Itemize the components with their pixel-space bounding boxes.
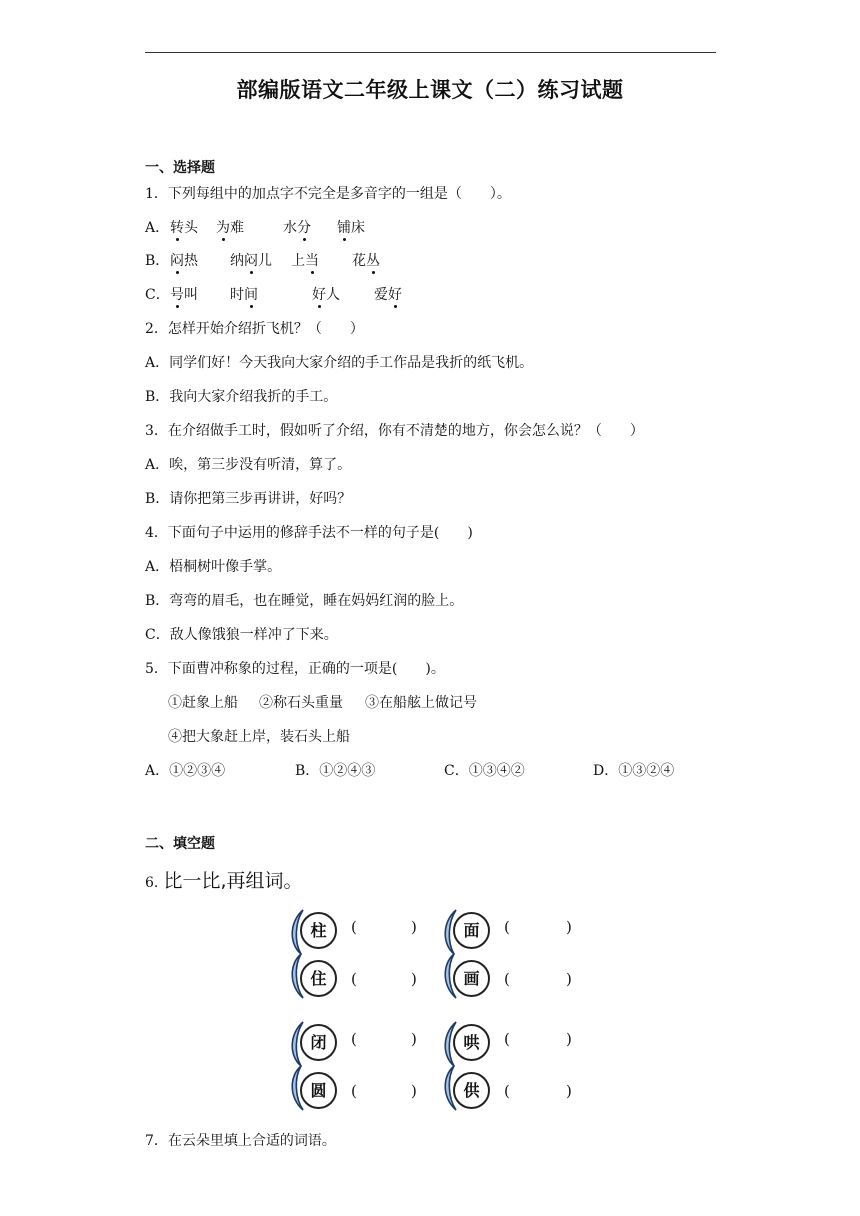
char-circle-top: 闭	[300, 1024, 337, 1061]
q5-option	[145, 761, 225, 781]
q1-option-word	[170, 285, 198, 305]
q5-option-label: A．	[145, 763, 170, 779]
word-plain-prefix: 花	[352, 253, 366, 269]
q2-stem: 2．怎样开始介绍折飞机？（ ）	[145, 321, 364, 337]
q1-option-label: B．	[145, 253, 170, 269]
q5-option-value: ①②④③	[319, 763, 376, 779]
q1-option-word	[374, 285, 402, 305]
section-1-title: 一、选择题	[145, 160, 215, 176]
q1-option-word	[352, 251, 380, 271]
answer-paren-close: )	[411, 1082, 417, 1100]
word-plain-prefix: 上	[291, 253, 305, 269]
word-plain-prefix: 时	[230, 287, 244, 303]
section-2-title: 二、填空题	[145, 836, 215, 852]
q1-option-word	[170, 251, 198, 271]
q5-option-value: ①③②④	[618, 763, 675, 779]
q5-step-3: ③在船舷上做记号	[365, 695, 477, 711]
dotted-character: 好	[312, 287, 326, 303]
q5-option-label: D．	[593, 763, 619, 779]
answer-paren-open: (	[504, 1082, 510, 1100]
q1-option-word	[230, 251, 272, 271]
char-circle-bottom: 圆	[300, 1072, 337, 1109]
q5-option-label: B．	[295, 763, 320, 779]
q1-option-label: C．	[145, 287, 170, 303]
word-plain-suffix: 难	[230, 220, 244, 236]
q3-option-a: A．唉，第三步没有听清，算了。	[145, 457, 352, 473]
word-plain-suffix: 头	[184, 220, 198, 236]
answer-paren-close: )	[566, 1030, 572, 1048]
answer-paren-open: (	[351, 1030, 357, 1048]
q1-option-word	[337, 218, 365, 238]
q1-option-label: A．	[145, 220, 170, 236]
answer-paren-close: )	[566, 918, 572, 936]
q4-option-b: B．弯弯的眉毛，也在睡觉，睡在妈妈红润的脸上。	[145, 593, 464, 609]
char-circle-bottom: 住	[300, 960, 337, 997]
q5-option-value: ①②③④	[169, 763, 226, 779]
answer-paren-open: (	[504, 1030, 510, 1048]
dotted-character: 丛	[366, 253, 380, 269]
answer-paren-open: (	[351, 1082, 357, 1100]
q2-option-a: A．同学们好！今天我向大家介绍的手工作品是我折的纸飞机。	[145, 355, 534, 371]
q5-step-4: ④把大象赶上岸，装石头上船	[168, 729, 350, 745]
q4-stem: 4．下面句子中运用的修辞手法不一样的句子是( )	[145, 525, 473, 541]
q5-option	[593, 761, 674, 781]
char-circle-bottom: 供	[453, 1072, 490, 1109]
char-circle-top: 哄	[453, 1024, 490, 1061]
character-pair	[287, 1020, 417, 1112]
q1-option-word	[216, 218, 244, 238]
q2-option-b: B．我向大家介绍我折的手工。	[145, 389, 338, 405]
dotted-character: 为	[216, 220, 230, 236]
q5-stem: 5．下面曹冲称象的过程，正确的一项是( )。	[145, 661, 445, 677]
word-plain-prefix: 水	[283, 220, 297, 236]
character-pair	[440, 908, 572, 1000]
q1-option-word	[283, 218, 311, 238]
q5-option-label: C．	[444, 763, 469, 779]
answer-paren-close: )	[566, 1082, 572, 1100]
q3-stem: 3．在介绍做手工时，假如听了介绍，你有不清楚的地方，你会怎么说？（ ）	[145, 423, 644, 439]
word-plain-suffix: 儿	[258, 253, 272, 269]
word-plain-suffix: 人	[326, 287, 340, 303]
q1-option-word	[230, 285, 258, 305]
dotted-character: 铺	[337, 220, 351, 236]
q5-step-1: ①赶象上船	[168, 695, 238, 711]
dotted-character: 当	[305, 253, 319, 269]
character-pair	[287, 908, 417, 1000]
word-plain-prefix: 爱	[374, 287, 388, 303]
answer-paren-close: )	[566, 970, 572, 988]
document-title: 部编版语文二年级上课文（二）练习试题	[236, 78, 624, 102]
q1-option-word	[291, 251, 319, 271]
q6-stem	[145, 866, 303, 893]
char-circle-top: 面	[453, 912, 490, 949]
q4-option-c: C．敌人像饿狼一样冲了下来。	[145, 627, 338, 643]
word-plain-suffix: 叫	[184, 287, 198, 303]
answer-paren-open: (	[351, 970, 357, 988]
answer-paren-open: (	[351, 918, 357, 936]
dotted-character: 闷	[244, 253, 258, 269]
dotted-character: 号	[170, 287, 184, 303]
dotted-character: 转	[170, 220, 184, 236]
q1-stem: 1．下列每组中的加点字不完全是多音字的一组是（ ）。	[145, 186, 511, 202]
q5-option	[444, 761, 525, 781]
q1-option-word	[170, 218, 198, 238]
answer-paren-open: (	[504, 970, 510, 988]
q5-option-value: ①③④②	[468, 763, 525, 779]
q4-option-a: A．梧桐树叶像手掌。	[145, 559, 282, 575]
dotted-character: 闷	[170, 253, 184, 269]
word-plain-suffix: 热	[184, 253, 198, 269]
answer-paren-open: (	[504, 918, 510, 936]
q5-option	[295, 761, 375, 781]
answer-paren-close: )	[411, 1030, 417, 1048]
dotted-character: 分	[297, 220, 311, 236]
q1-option-word	[312, 285, 340, 305]
char-circle-bottom: 画	[453, 960, 490, 997]
answer-paren-close: )	[411, 970, 417, 988]
char-circle-top: 柱	[300, 912, 337, 949]
word-plain-suffix: 床	[351, 220, 365, 236]
header-rule	[145, 52, 716, 53]
q5-step-2: ②称石头重量	[259, 695, 343, 711]
q7-stem: 7．在云朵里填上合适的词语。	[145, 1133, 336, 1149]
q3-option-b: B．请你把第三步再讲讲，好吗？	[145, 491, 352, 507]
dotted-character: 间	[244, 287, 258, 303]
dotted-character: 好	[388, 287, 402, 303]
q6-number: 6.	[145, 875, 159, 891]
word-plain-prefix: 纳	[230, 253, 244, 269]
q6-text: 比一比,再组词。	[163, 870, 303, 892]
character-pair	[440, 1020, 572, 1112]
answer-paren-close: )	[411, 918, 417, 936]
